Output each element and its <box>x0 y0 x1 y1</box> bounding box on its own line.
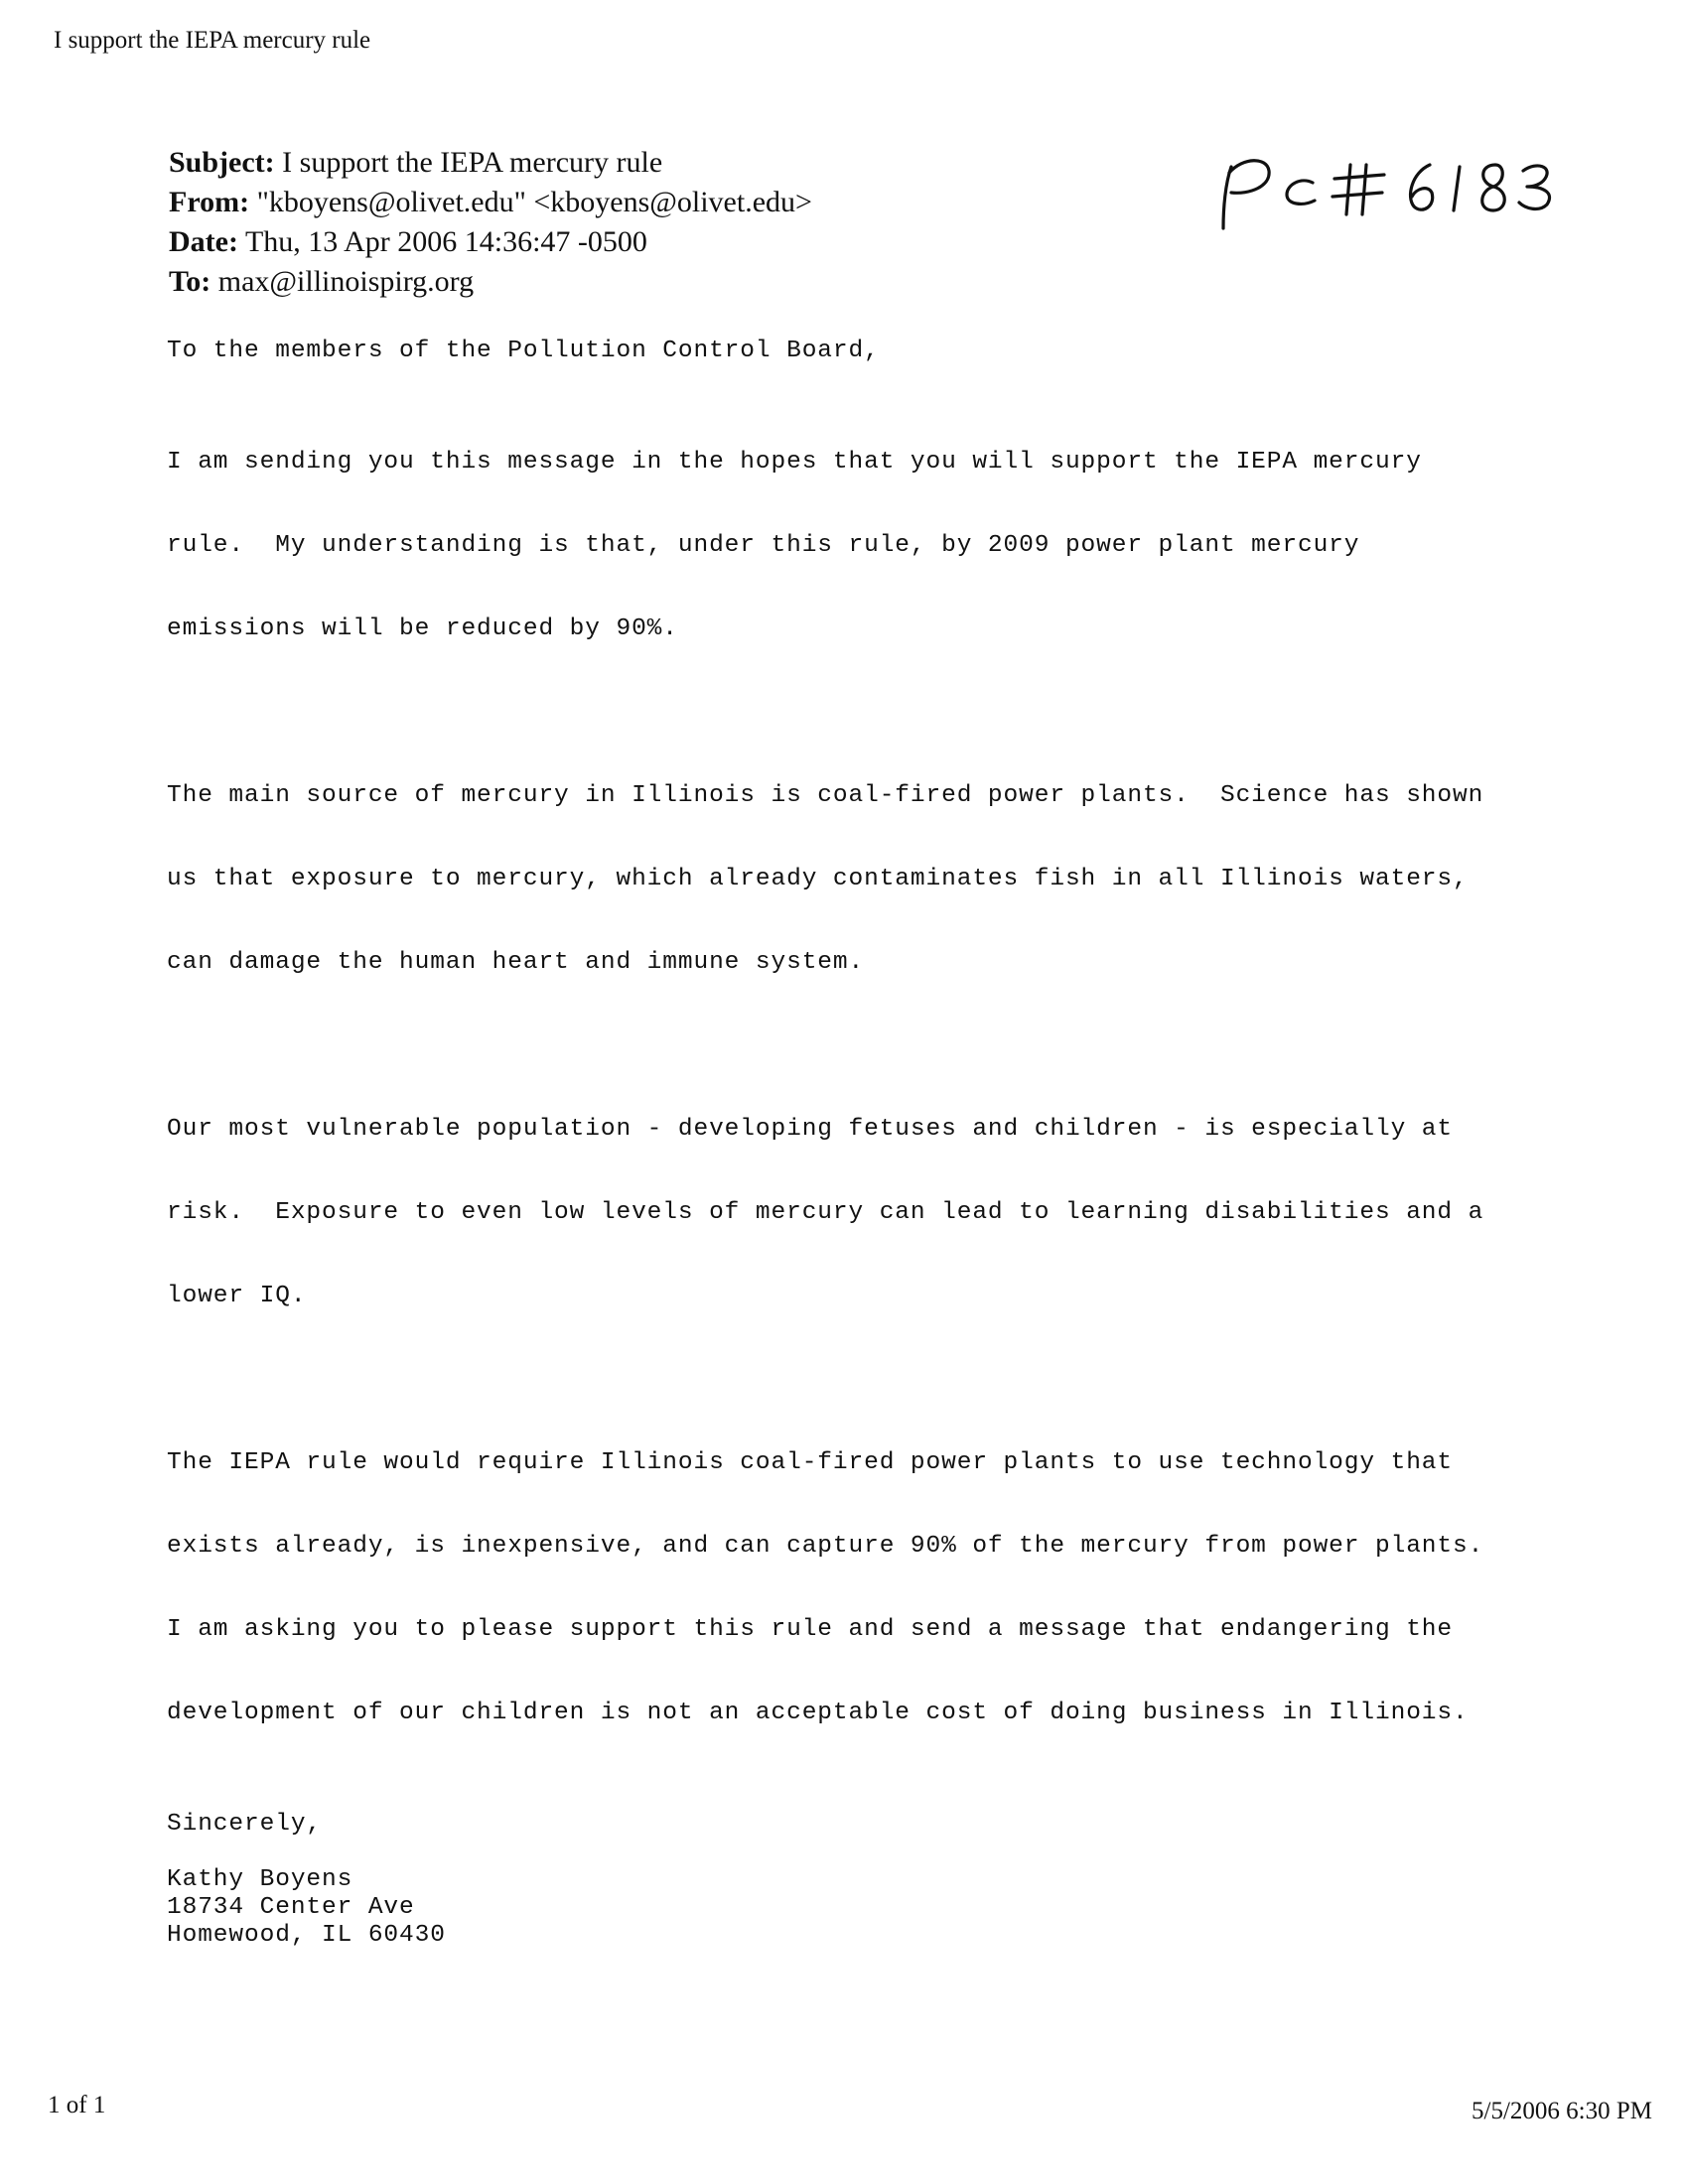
date-row <box>169 222 1062 262</box>
page-header-title: I support the IEPA mercury rule <box>54 27 371 54</box>
from-row <box>169 183 1062 222</box>
paragraph-line: exists already, is inexpensive, and can capture 90% of the mercury from power plants. <box>167 1533 1484 1560</box>
paragraph-3 <box>167 1060 1557 1366</box>
from-label: From: <box>169 186 250 218</box>
signature-street: 18734 Center Ave <box>167 1894 415 1921</box>
date-label: Date: <box>169 225 238 258</box>
paragraph-line: development of our children is not an acceptable cost of doing business in Illinois. <box>167 1700 1469 1726</box>
paragraph-line: rule. My understanding is that, under this rule, by 2009 power plant mercury <box>167 532 1360 559</box>
paragraph-line: The IEPA rule would require Illinois coal-fired power plants to use technology that <box>167 1449 1453 1476</box>
paragraph-line: emissions will be reduced by 90%. <box>167 615 678 642</box>
paragraph-line: I am asking you to please support this rule and send a message that endangering the <box>167 1616 1453 1643</box>
paragraph-1 <box>167 393 1557 699</box>
paragraph-line: us that exposure to mercury, which already contaminates fish in all Illinois waters, <box>167 866 1469 892</box>
greeting: To the members of the Pollution Control Board, <box>167 338 880 364</box>
to-row <box>169 262 1062 302</box>
handwritten-pc-number-stamp <box>1209 149 1567 258</box>
email-body <box>167 338 1557 1950</box>
signature-city: Homewood, IL 60430 <box>167 1922 446 1949</box>
subject-value: I support the IEPA mercury rule <box>282 146 663 179</box>
date-value: Thu, 13 Apr 2006 14:36:47 -0500 <box>244 225 647 258</box>
closing: Sincerely, <box>167 1811 323 1838</box>
to-label: To: <box>169 265 211 298</box>
paragraph-line: lower IQ. <box>167 1283 307 1309</box>
paragraph-line: Our most vulnerable population - developing fetuses and children - is especially at <box>167 1116 1453 1143</box>
paragraph-line: The main source of mercury in Illinois is coal-fired power plants. Science has shown <box>167 782 1484 809</box>
email-headers <box>169 143 1062 302</box>
paragraph-line: I am sending you this message in the hopes that you will support the IEPA mercury <box>167 449 1422 476</box>
to-value: max@illinoispirg.org <box>217 265 475 298</box>
signature-name: Kathy Boyens <box>167 1866 353 1893</box>
subject-label: Subject: <box>169 146 275 179</box>
subject-row <box>169 143 1062 183</box>
paragraph-line: can damage the human heart and immune system. <box>167 949 865 976</box>
print-timestamp: 5/5/2006 6:30 PM <box>1472 2098 1652 2124</box>
page-number: 1 of 1 <box>48 2092 106 2118</box>
paragraph-2 <box>167 727 1557 1032</box>
from-value: "kboyens@olivet.edu" <kboyens@olivet.edu> <box>256 186 812 218</box>
paragraph-line: risk. Exposure to even low levels of mercury can lead to learning disabilities and a <box>167 1199 1484 1226</box>
signature-block <box>167 1866 1557 1950</box>
paragraph-4 <box>167 1394 1557 1783</box>
handwritten-pc-number-stamp-drawing <box>1209 149 1567 258</box>
